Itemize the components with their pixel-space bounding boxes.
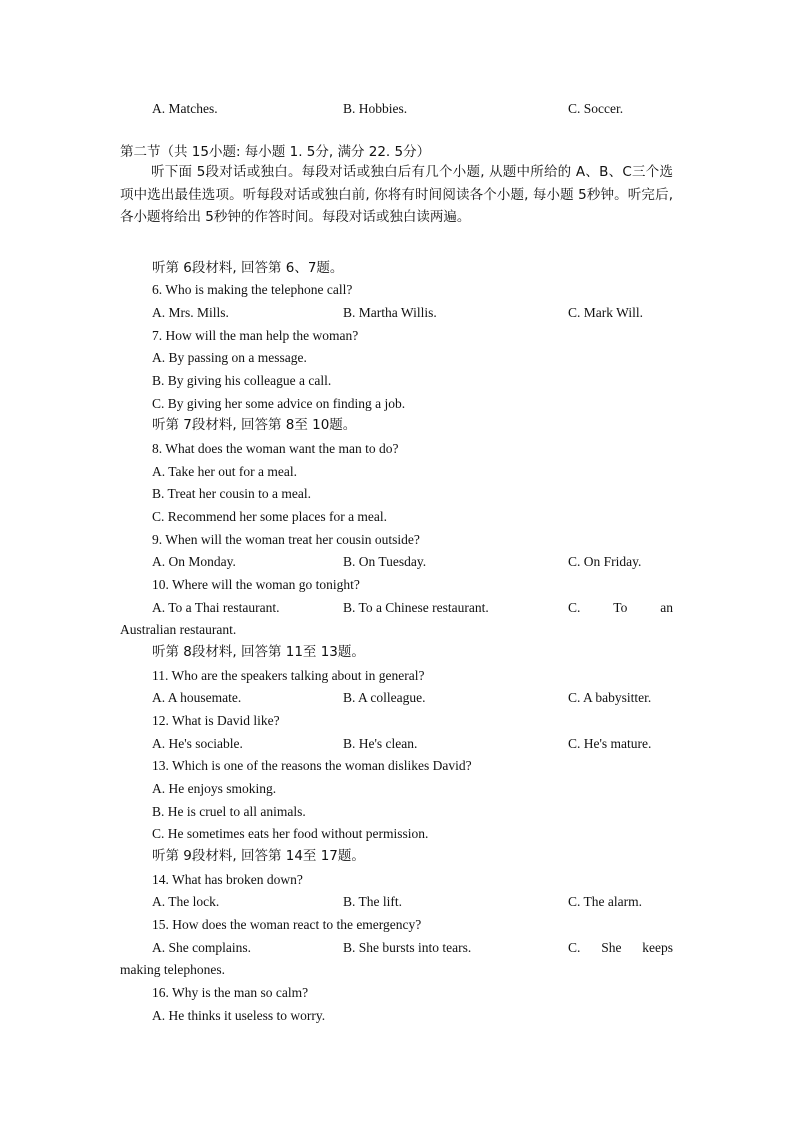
option-a: A. The lock. [152,894,220,909]
option-c: C. The alarm. [568,894,642,909]
option-c: C. By giving her some advice on finding a job. [152,396,406,411]
material-heading-7: 听第 7段材料, 回答第 8至 10题。 [152,417,357,433]
option-b: B. On Tuesday. [343,554,427,569]
option-c: C. He sometimes eats her food without permission. [152,826,429,841]
option-c: C. He's mature. [568,736,652,751]
option-b: B. To a Chinese restaurant. [343,600,489,615]
question-15: 15. How does the woman react to the emergency? [152,917,422,932]
option-c: C. A babysitter. [568,690,652,705]
option-b: B. She bursts into tears. [343,940,472,955]
option-b: B. He's clean. [343,736,418,751]
option-c: C. Soccer. [568,101,624,116]
option-a: A. Mrs. Mills. [152,305,229,320]
option-c [568,939,673,957]
option-c [568,599,673,617]
option-b: B. Martha Willis. [343,305,437,320]
section-heading: 第二节（共 15小题: 每小题 1. 5分, 满分 22. 5分） [120,144,431,160]
option-c-continuation: making telephones. [120,962,225,977]
option-b: B. Treat her cousin to a meal. [152,486,311,501]
question-16: 16. Why is the man so calm? [152,985,309,1000]
option-c-part: She [601,940,622,955]
option-a: A. He enjoys smoking. [152,781,277,796]
option-c: C. Recommend her some places for a meal. [152,509,388,524]
option-b: B. A colleague. [343,690,426,705]
question-14: 14. What has broken down? [152,872,303,887]
question-11: 11. Who are the speakers talking about in general? [152,668,425,683]
option-c-part: C. [568,600,581,615]
option-b: B. By giving his colleague a call. [152,373,332,388]
question-6: 6. Who is making the telephone call? [152,282,353,297]
instructions-paragraph: 听下面 5段对话或独白。每段对话或独白后有几个小题, 从题中所给的 A、B、C三个选项中选出最佳选项。听每段对话或独白前, 你将有时间阅读各个小题, 每小题 5秒钟。听完后, 各小题将给出 5秒钟的作答时间。每段对话或独白读两遍。 [120,164,673,225]
question-10: 10. Where will the woman go tonight? [152,577,360,592]
option-b: B. He is cruel to all animals. [152,804,306,819]
option-c-part: keeps [642,940,673,955]
question-12: 12. What is David like? [152,713,280,728]
option-c-part: an [660,600,673,615]
question-9: 9. When will the woman treat her cousin outside? [152,532,420,547]
option-c-part: C. [568,940,581,955]
question-13: 13. Which is one of the reasons the woman dislikes David? [152,758,472,773]
option-a: A. He's sociable. [152,736,243,751]
option-c: C. Mark Will. [568,305,643,320]
option-a: A. On Monday. [152,554,236,569]
option-a: A. She complains. [152,940,251,955]
option-b: B. Hobbies. [343,101,408,116]
question-7: 7. How will the man help the woman? [152,328,359,343]
question-8: 8. What does the woman want the man to do? [152,441,399,456]
option-a: A. Matches. [152,101,218,116]
option-b: B. The lift. [343,894,402,909]
option-a: A. To a Thai restaurant. [152,600,280,615]
option-a: A. A housemate. [152,690,242,705]
option-c: C. On Friday. [568,554,642,569]
option-c-part: To [613,600,628,615]
material-heading-6: 听第 6段材料, 回答第 6、7题。 [152,260,344,276]
material-heading-8: 听第 8段材料, 回答第 11至 13题。 [152,644,365,660]
option-a: A. Take her out for a meal. [152,464,297,479]
option-c-continuation: Australian restaurant. [120,622,237,637]
material-heading-9: 听第 9段材料, 回答第 14至 17题。 [152,848,365,864]
option-a: A. By passing on a message. [152,350,307,365]
option-a: A. He thinks it useless to worry. [152,1008,326,1023]
